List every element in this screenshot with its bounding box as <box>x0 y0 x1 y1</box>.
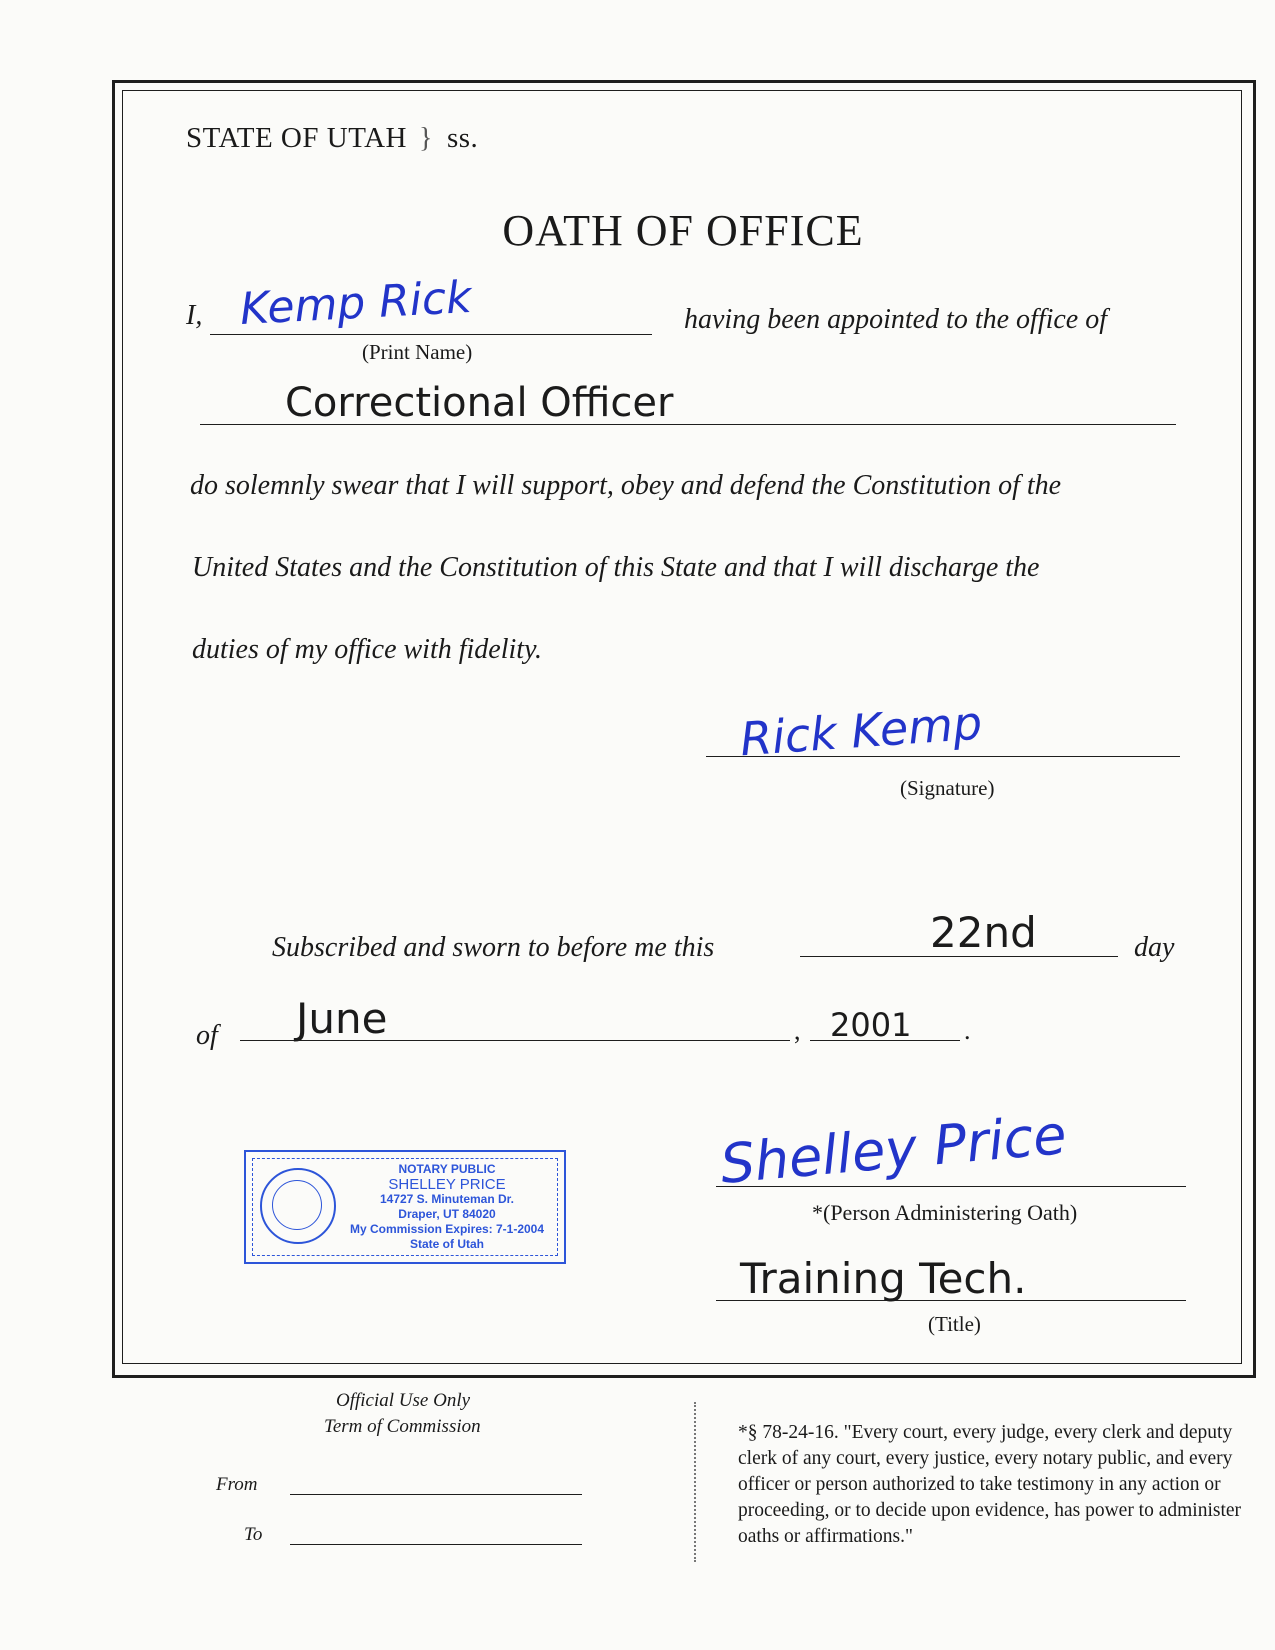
seal-line-3: 14727 S. Minuteman Dr. <box>379 1192 515 1206</box>
day-label: day <box>1134 932 1175 963</box>
divider <box>694 1402 696 1562</box>
oath-line-3: duties of my office with fidelity. <box>192 634 542 665</box>
title-label: (Title) <box>928 1312 981 1336</box>
seal-line-6: State of Utah <box>409 1237 484 1251</box>
appointed-text: having been appointed to the office of <box>684 304 1108 335</box>
of-label: of <box>196 1020 218 1051</box>
comma: , <box>794 1016 801 1045</box>
document-title: OATH OF OFFICE <box>502 206 864 255</box>
handwritten-signature: Rick Kemp <box>738 695 984 767</box>
from-line <box>290 1494 582 1495</box>
state-name: STATE OF UTAH <box>186 122 407 154</box>
handwritten-day: 22nd <box>930 908 1037 957</box>
ss-label: ss. <box>446 122 479 154</box>
handwritten-title: Training Tech. <box>740 1254 1027 1303</box>
handwritten-year: 2001 <box>830 1006 912 1044</box>
oath-line-1: do solemnly swear that I will support, obey and defend the Constitution of the <box>190 470 1062 501</box>
signature-label: (Signature) <box>900 776 995 800</box>
handwritten-month: June <box>296 994 388 1043</box>
seal-line-5: My Commission Expires: 7-1-2004 <box>349 1222 545 1236</box>
period: . <box>964 1016 971 1045</box>
to-line <box>290 1544 582 1545</box>
term-label: Term of Commission <box>324 1416 481 1437</box>
seal-line-2: SHELLEY PRICE <box>388 1176 506 1193</box>
footnote: *§ 78-24-16. "Every court, every judge, every clerk and deputy clerk of any court, every justice, every notary public, and every officer or person authorized to take testimony in any action or proceeding, or to decide upon evidence, has power to administer oaths or affirmations." <box>738 1422 1242 1547</box>
from-label: From <box>216 1474 258 1495</box>
seal-text <box>342 1162 552 1252</box>
print-name-label: (Print Name) <box>362 340 473 364</box>
brace: } <box>418 123 433 154</box>
oath-line-2: United States and the Constitution of this State and that I will discharge the <box>192 552 1040 583</box>
handwritten-office: Correctional Officer <box>285 380 674 426</box>
to-label: To <box>244 1524 263 1545</box>
state-heading <box>186 122 478 155</box>
i-label: I, <box>186 300 203 331</box>
name-line <box>210 334 652 335</box>
official-use-label: Official Use Only <box>336 1390 471 1411</box>
handwritten-administrator: Shelley Price <box>717 1103 1069 1196</box>
administering-label: *(Person Administering Oath) <box>812 1200 1078 1225</box>
state-seal-icon <box>260 1168 336 1244</box>
handwritten-name: Kemp Rick <box>238 271 473 336</box>
seal-line-4: Draper, UT 84020 <box>398 1207 496 1221</box>
subscribed-text: Subscribed and sworn to before me this <box>272 932 715 963</box>
seal-line-1: NOTARY PUBLIC <box>398 1162 496 1176</box>
notary-seal-stamp <box>244 1150 566 1264</box>
